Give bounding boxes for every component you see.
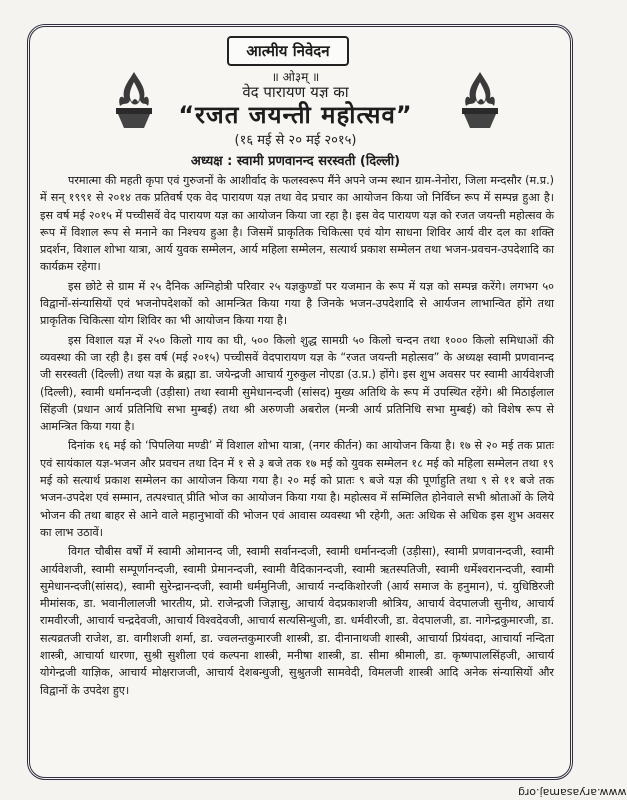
paragraph-4: दिनांक १६ मई को ‘पिपलिया मण्डी’ में विशाल शोभा यात्रा, (नगर कीर्तन) का आयोजन किया है। १७ से २० मई तक प्रातः एवं सायंकाल यज्ञ-भजन और प्रवचन तथा दिन में १ से ३ बजे तक १७ मई को युवक सम्मेलन १८ मई को महिला सम्मेलन तथा १९ मई को सत्यार्थ प्रकाश सम्मेलन का आयोजन किया गया है। २० मई को प्रातः ९ बजे यज्ञ की पूर्णाहुति तथा ९ से ११ बजे तक भजन-उपदेश एवं सम्मान, तत्पश्चात् प्रीति भोज का आयोजन किया गया है। महोत्सव में सम्मिलित होनेवाले सभी श्रोताओं के लिये भोजन की तथा बाहर से आने वाले महानुभावों की भोजन एवं आवास व्यवस्था भी रहेगी, अतः अधिक से अधिक इस शुभ अवसर का लाभ उठावें।: [40, 439, 554, 539]
event-dates: (१६ मई से २० मई २०१५): [234, 133, 357, 148]
body-text: [40, 172, 554, 701]
paragraph-5: विगत चौबीस वर्षों में स्वामी ओमानन्द जी, स्वामी सर्वानन्दजी, स्वामी धर्मानन्दजी (उड़ीसा), स्वामी प्रणवानन्दजी, स्वामी आर्यवेशजी, स्वामी सम्पूर्णानन्दजी, स्वामी प्रेमानन्दजी, स्वामी वैदिकानन्दजी, स्वामी ऋतस्पतिजी, स्वामी धर्मेश्वरानन्दजी, स्वामी सुमेधानन्दजी(सांसद), स्वामी सुरेन्द्रानन्दजी, स्वामी धर्ममुनिजी, आचार्य नन्दकिशोरजी (आर्य समाज के हनुमान), पं. युधिष्ठिरजी मीमांसक, डा. भवानीलालजी भारतीय, प्रो. राजेन्द्रजी जिज्ञासु, आचार्य वेदप्रकाशजी श्रोत्रिय, आचार्य वेदपालजी सुनीथ, आचार्य रामवीरजी, आचार्य चन्द्रदेवजी, आचार्य विश्वदेवजी, आचार्य सत्यसिन्धुजी, डा. धर्मवीरजी, डा. वेदपालजी, डा. नागेन्द्रकुमारजी, डा. सत्यव्रतजी राजेश, डा. वागीशजी शर्मा, डा. ज्वलन्तकुमारजी शास्त्री, डा. दीनानाथजी शास्त्री, आचार्या प्रियंवदा, आचार्या नन्दिता शास्त्री, आचार्या धारणा, सुश्री सुशीला एवं कल्पना शास्त्री, मनीषा शास्त्री, डा. सीमा श्रीमाली, डा. कृष्णपालसिंहजी, आचार्य योगेन्द्रजी याज्ञिक, आचार्य मोक्षराजजी, आचार्य देशबन्धुजी, सुश्रुतजी सामवेदी, विमलजी शास्त्री आदि अनेक संन्यासियों और विद्वानों के उपदेश हुए।: [40, 545, 554, 697]
chairperson: अध्यक्ष : स्वामी प्रणवानन्द सरस्वती (दिल्ली): [190, 154, 401, 169]
paragraph-3: इस विशाल यज्ञ में २५० किलो गाय का घी, ५०० किलो शुद्ध सामग्री ५० किलो चन्दन तथा १००० किलो समिधाओं की व्यवस्था की जा रही है। इस वर्ष (मई २०१५) पच्चीसवें वेदपारायण यज्ञ के “रजत जयन्ती महोत्सव” के अध्यक्ष स्वामी प्रणवानन्द जी सरस्वती (दिल्ली) तथा यज्ञ के ब्रह्मा डा. जयेन्द्रजी आचार्य गुरुकुल नोएडा (उ.प्र.) होंगे। इस शुभ अवसर पर स्वामी आर्यवेशजी (दिल्ली), स्वामी धर्मानन्दजी (उड़ीसा) तथा स्वामी सुमेधानन्दजी (सांसद) मुख्य अतिथि के रूप में उपस्थित रहेंगे। श्री मिठाईलाल सिंहजी (प्रधान आर्य प्रतिनिधि सभा मुम्बई) तथा श्री अरुणजी अबरोल (मन्त्री आर्य प्रतिनिधि सभा मुम्बई) को विशेष रूप से आमन्त्रित किया गया है।: [40, 333, 554, 434]
om-heading: ॥ ओ३म् ॥: [271, 70, 320, 84]
paragraph-2: इस छोटे से ग्राम में २५ दैनिक अग्निहोत्री परिवार २५ यज्ञकुण्डों पर यजमान के रूप में यज्ञ को सम्पन्न करेंगे। लगभग ५० विद्वानों-संन्यासियों एवं भजनोपदेशकों को आमन्त्रित किया गया है जिनके भजन-उपदेशादि से आर्यजन लाभान्वित होंगे तथा प्राकृतिक चिकित्सा योग शिविर का भी आयोजन किया गया है।: [40, 279, 554, 328]
paragraph-1: परमात्मा की महती कृपा एवं गुरुजनों के आशीर्वाद के फलस्वरूप मैंने अपने जन्म स्थान ग्राम-नेनोरा, जिला मन्दसौर (म.प्र.) में सन् १९९१ से २०१४ तक प्रतिवर्ष एक वेद पारायण यज्ञ तथा वेद प्रचार का आयोजन किया जो निर्विघ्न रूप में सम्पन्न हुआ है। इस वर्ष मई २०१५ में पच्चीसवें वेद पारायण यज्ञ का आयोजन किया जा रहा है। इस वेद पारायण यज्ञ को रजत जयन्ती महोत्सव के रूप में विशाल रूप से मनाने का निश्चय हुआ है। जिसमें प्राकृतिक चिकित्सा एवं योग साधना शिविर आर्य वीर दल का शक्ति प्रदर्शन, विशाल शोभा यात्रा, आर्य युवक सम्मेलन, आर्य महिला सम्मेलन, सत्यार्थ प्रकाश सम्मेलन तथा भजन-प्रवचन-उपदेशादि का कार्यक्रम रहेगा।: [40, 174, 554, 274]
footer-url: www.aryasamaj.org: [518, 786, 627, 799]
notice-title: आत्मीय निवेदन: [246, 42, 330, 60]
notice-title-box: [227, 36, 349, 66]
subtitle: वेद पारायण यज्ञ का: [242, 83, 349, 101]
headline: “रजत जयन्ती महोत्सव”: [178, 101, 413, 129]
